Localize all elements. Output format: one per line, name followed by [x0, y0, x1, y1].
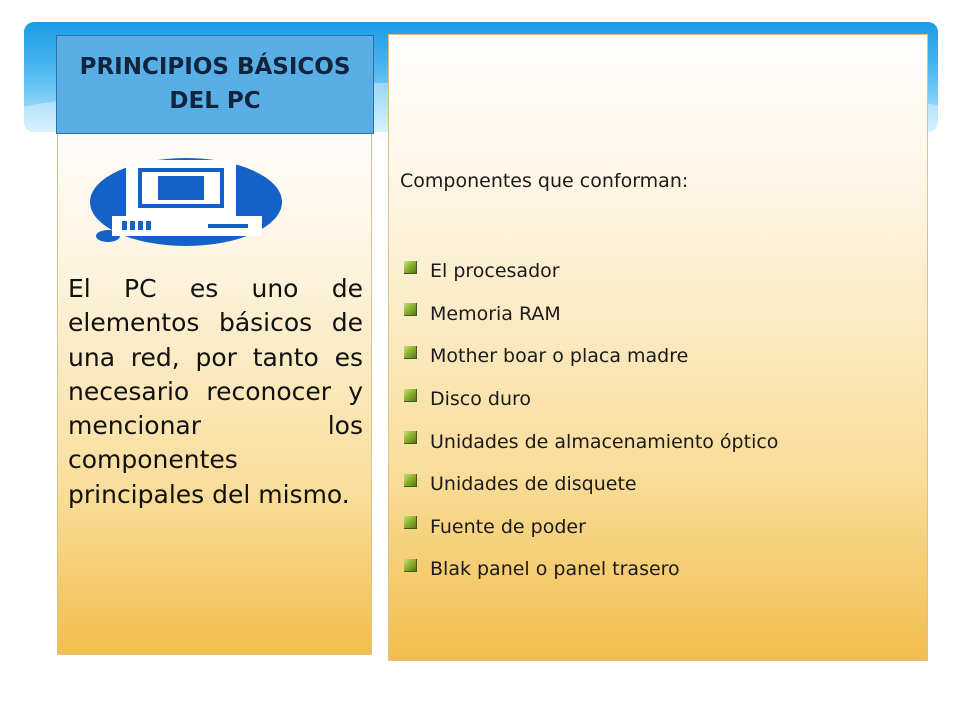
list-item-label: Fuente de poder — [430, 515, 586, 538]
description-text: El PC es uno de elementos básicos de una red, por tanto es necesario reconocer y mencionar los componentes principales del mismo. — [68, 274, 363, 509]
bullet-icon — [404, 431, 417, 444]
bullet-icon — [404, 303, 417, 316]
list-item — [404, 293, 778, 336]
bullet-icon — [404, 389, 417, 402]
list-item-label: Disco duro — [430, 388, 532, 411]
list-item — [404, 506, 778, 549]
components-intro: Componentes que conforman: — [400, 170, 689, 192]
list-item-label: Unidades de disquete — [430, 473, 637, 496]
bullet-icon — [404, 516, 417, 529]
list-item-label: El procesador — [430, 260, 560, 283]
computer-icon — [88, 152, 283, 248]
list-item — [404, 463, 778, 506]
list-item-label: Memoria RAM — [430, 302, 561, 325]
list-item — [404, 420, 778, 463]
components-list — [404, 250, 778, 591]
bullet-icon — [404, 346, 417, 359]
list-item-label: Unidades de almacenamiento óptico — [430, 430, 779, 453]
title-box — [56, 35, 374, 134]
list-item — [404, 335, 778, 378]
bullet-icon — [404, 261, 417, 274]
bullet-icon — [404, 474, 417, 487]
bullet-icon — [404, 559, 417, 572]
slide-title: PRINCIPIOS BÁSICOS DEL PC — [79, 54, 351, 114]
list-item — [404, 548, 778, 591]
list-item — [404, 250, 778, 293]
list-item — [404, 378, 778, 421]
list-item-label: Blak panel o panel trasero — [430, 558, 680, 581]
list-item-label: Mother boar o placa madre — [430, 345, 689, 368]
